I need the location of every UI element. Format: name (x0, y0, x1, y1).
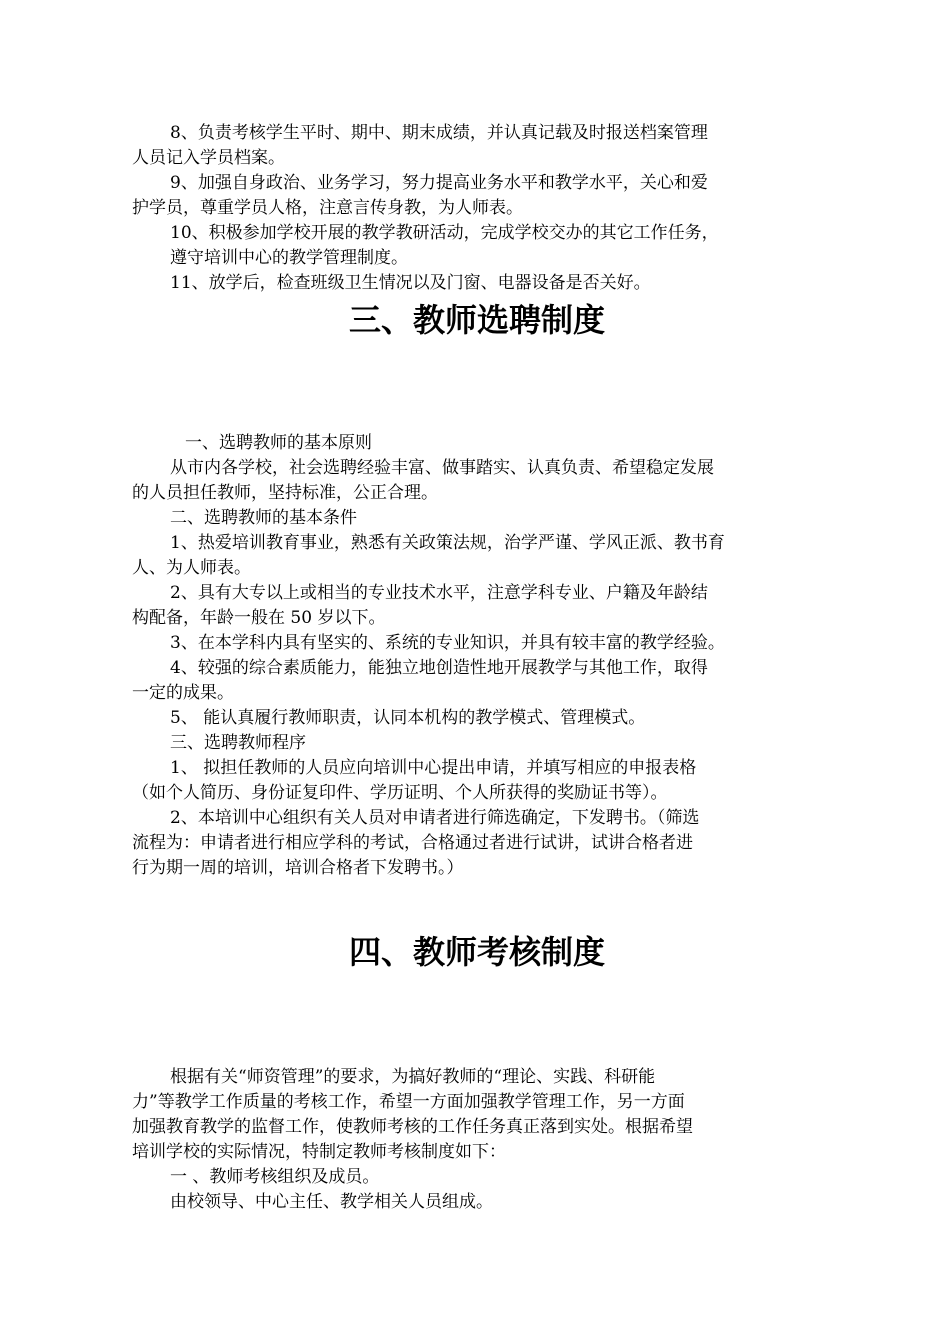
s3-line: 二、选聘教师的基本条件 (170, 508, 357, 528)
duty-item-11: 11、放学后，检查班级卫生情况以及门窗、电器设备是否关好。 (170, 273, 651, 293)
s3-line: 行为期一周的培训，培训合格者下发聘书。） (132, 858, 464, 878)
s3-line: 5、 能认真履行教师职责，认同本机构的教学模式、管理模式。 (170, 708, 646, 728)
s3-line: 构配备，年龄一般在 50 岁以下。 (132, 608, 386, 628)
s3-line: 的人员担任教师，坚持标准，公正合理。 (132, 483, 438, 503)
s3-line: 从市内各学校，社会选聘经验丰富、做事踏实、认真负责、希望稳定发展 (170, 458, 714, 478)
s3-line: 2、本培训中心组织有关人员对申请者进行筛选确定，下发聘书。（筛选 (170, 808, 700, 828)
duty-item-9-line-2: 护学员，尊重学员人格，注意言传身教，为人师表。 (132, 198, 523, 218)
s3-line: 2、具有大专以上或相当的专业技术水平，注意学科专业、户籍及年龄结 (170, 583, 708, 603)
s3-line: 3、在本学科内具有坚实的、系统的专业知识，并具有较丰富的教学经验。 (170, 633, 725, 653)
s3-line: 流程为：申请者进行相应学科的考试，合格通过者进行试讲，试讲合格者进 (132, 833, 693, 853)
s3-line: 1、热爱培训教育事业，熟悉有关政策法规，治学严谨、学风正派、教书育 (170, 533, 725, 553)
s4-line: 加强教育教学的监督工作，使教师考核的工作任务真正落到实处。根据希望 (132, 1117, 693, 1137)
s3-line: 三、选聘教师程序 (170, 733, 306, 753)
section-4-title: 四、教师考核制度 (348, 933, 605, 971)
s4-line: 一 、教师考核组织及成员。 (170, 1167, 380, 1187)
s4-line: 由校领导、中心主任、教学相关人员组成。 (170, 1192, 493, 1212)
s3-line: 一定的成果。 (132, 683, 234, 703)
s4-line: 培训学校的实际情况，特制定教师考核制度如下： (132, 1142, 506, 1162)
s3-line: 4、较强的综合素质能力，能独立地创造性地开展教学与其他工作，取得 (170, 658, 708, 678)
duty-item-10-line-1: 10、积极参加学校开展的教学教研活动，完成学校交办的其它工作任务， (170, 223, 719, 243)
duty-item-8-line-1: 8、负责考核学生平时、期中、期末成绩，并认真记载及时报送档案管理 (170, 123, 708, 143)
duty-item-9-line-1: 9、加强自身政治、业务学习，努力提高业务水平和教学水平，关心和爱 (170, 173, 708, 193)
s3-line: 一、选聘教师的基本原则 (185, 433, 372, 453)
duty-item-10-line-2: 遵守培训中心的教学管理制度。 (170, 248, 408, 268)
s4-line: 根据有关“师资管理”的要求，为搞好教师的“理论、实践、科研能 (170, 1067, 656, 1087)
s3-line: 1、 拟担任教师的人员应向培训中心提出申请，并填写相应的申报表格 (170, 758, 697, 778)
section-3-title: 三、教师选聘制度 (348, 301, 605, 339)
duty-item-8-line-2: 人员记入学员档案。 (132, 148, 285, 168)
s4-line: 力”等教学工作质量的考核工作，希望一方面加强教学管理工作，另一方面 (132, 1092, 685, 1112)
s3-line: 人、为人师表。 (132, 558, 251, 578)
s3-line: （如个人简历、身份证复印件、学历证明、个人所获得的奖励证书等）。 (132, 783, 668, 803)
